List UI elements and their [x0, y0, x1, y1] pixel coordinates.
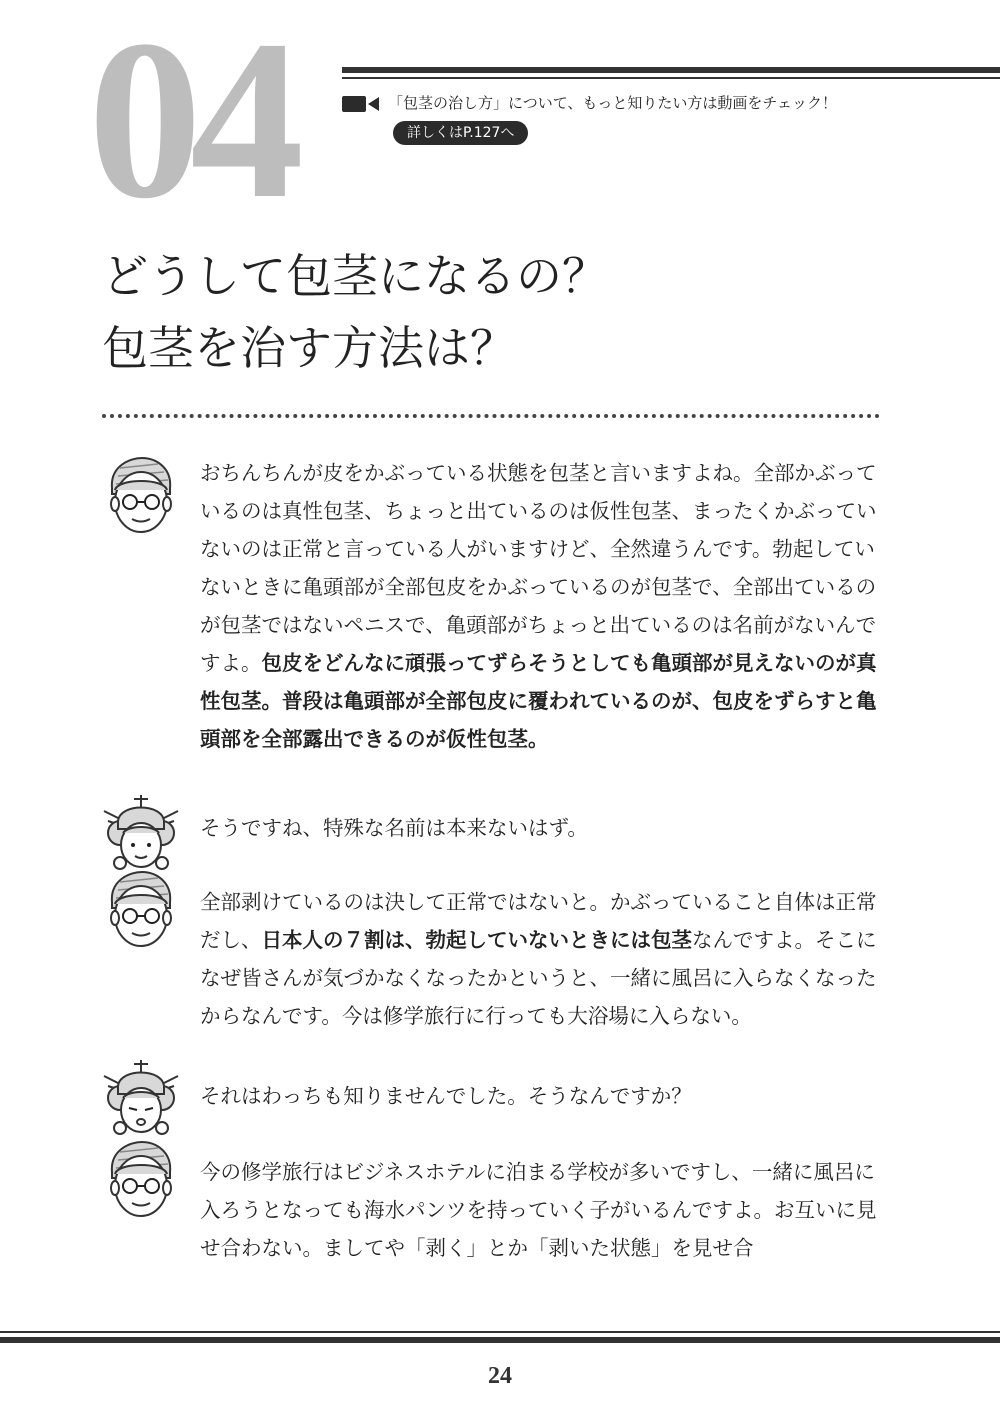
dialog-5-segment-1: 今の修学旅行はビジネスホテルに泊まる学校が多いですし、一緒に風呂に入ろうとなっても海水パンツを持っていく子がいるんですよ。お互いに見せ合わない。ましてや「剥く」とか「剥いた状態」を見せ合	[200, 1160, 877, 1260]
dialog-1-text	[200, 454, 890, 758]
title-divider	[102, 414, 880, 418]
dialog-4-text	[200, 1077, 890, 1115]
dialog-3-segment-3: なんですよ。そこになぜ皆さんが気づかなくなったかというと、一緒に風呂に入らなくなったからなんです。今は修学旅行に行っても大浴場に入らない。	[200, 928, 877, 1028]
header-rule	[342, 67, 1000, 73]
video-camera-icon	[342, 95, 380, 113]
page-title-line-2: 包茎を治す方法は？	[102, 321, 516, 375]
page-number: 24	[488, 1363, 512, 1389]
page-title-line-1: どうして包茎になるの？	[102, 249, 608, 303]
doctor-face-icon	[98, 452, 184, 538]
dialog-2-text	[200, 809, 890, 847]
oiran-face-icon	[98, 1058, 184, 1144]
doctor-face-icon	[98, 866, 184, 952]
dialog-2-segment-1: そうですね、特殊な名前は本来ないはず。	[200, 816, 588, 840]
footer-rule-thin	[0, 1331, 1000, 1333]
video-link-button[interactable]: 詳しくはP.127へ	[393, 121, 528, 145]
dialog-3-segment-1: 全部剥けているのは決して正常ではないと。かぶっていること自体は正常だし、	[200, 890, 877, 952]
footer-rule	[0, 1337, 1000, 1343]
video-note-text: 「包茎の治し方」について、もっと知りたい方は動画をチェック！	[388, 94, 837, 112]
dialog-4-segment-1: それはわっちも知りませんでした。そうなんですか？	[200, 1084, 692, 1108]
header-rule-thin	[342, 77, 1000, 79]
doctor-face-icon	[98, 1136, 184, 1222]
chapter-number: 04	[88, 0, 292, 246]
dialog-3-text	[200, 883, 890, 1035]
dialog-1-segment-2-bold: 包皮をどんなに頑張ってずらそうとしても亀頭部が見えないのが真性包茎。普段は亀頭部が全部包皮に覆われているのが、包皮をずらすと亀頭部を全部露出できるのが仮性包茎。	[200, 651, 877, 751]
dialog-5-text	[200, 1153, 890, 1267]
dialog-1-segment-1: おちんちんが皮をかぶっている状態を包茎と言いますよね。全部かぶっているのは真性包茎、ちょっと出ているのは仮性包茎、まったくかぶっていないのは正常と言っている人がいますけど、全然違うんです。勃起していないときに亀頭部が全部包皮をかぶっているのが包茎で、全部出ているのが包茎ではないペニスで、亀頭部がちょっと出ているのは名前がないんですよ。	[200, 461, 877, 675]
dialog-3-segment-2-bold: 日本人の７割は、勃起していないときには包茎	[261, 928, 692, 952]
